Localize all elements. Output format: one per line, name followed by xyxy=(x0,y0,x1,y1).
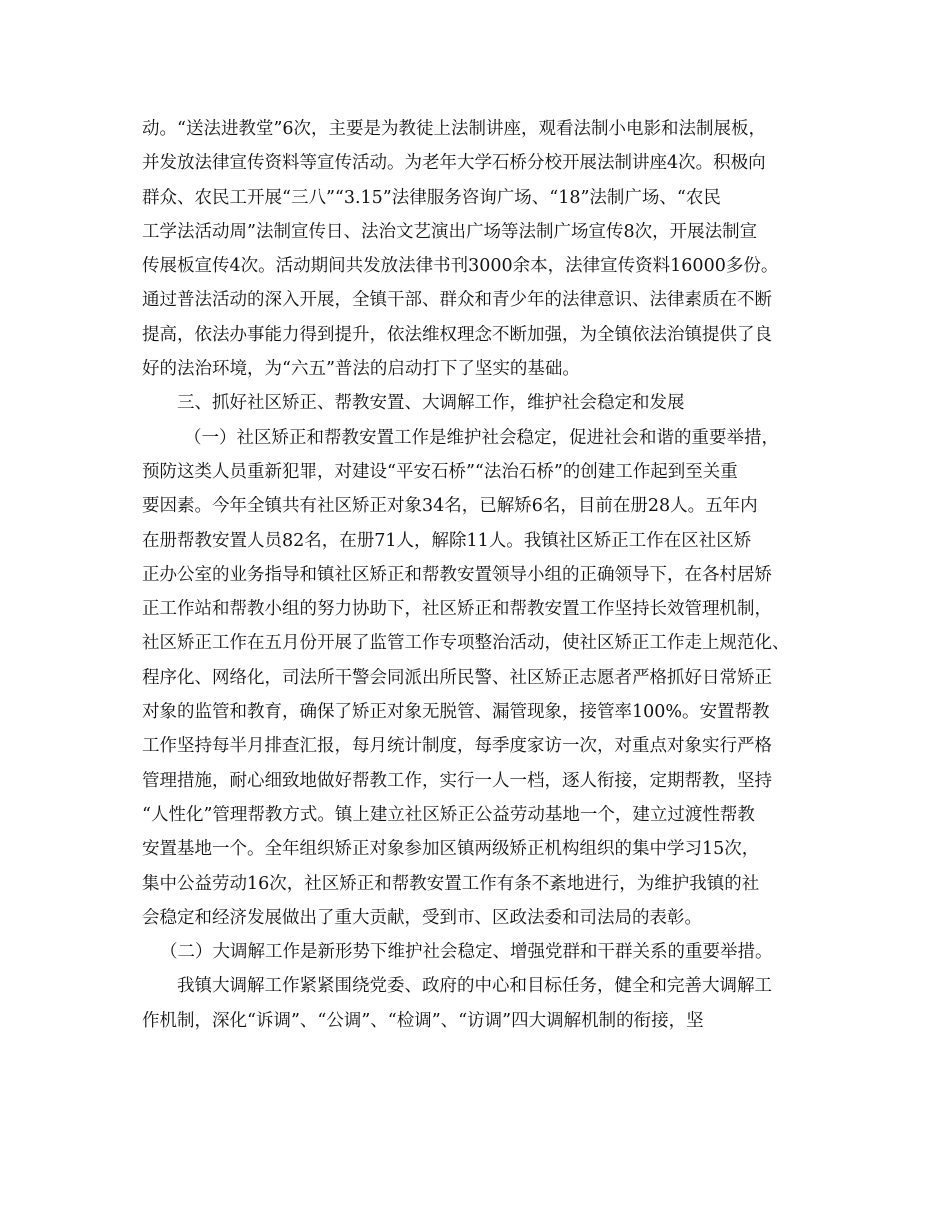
text-line: 正办公室的业务指导和镇社区矫正和帮教安置领导小组的正确领导下，在各村居矫 xyxy=(142,564,772,585)
text-line: 通过普法活动的深入开展，全镇干部、群众和青少年的法律意识、法律素质在不断 xyxy=(142,290,772,311)
text-line: 工作坚持每半月排查汇报，每月统计制度，每季度家访一次，对重点对象实行严格 xyxy=(142,736,772,757)
text-line: 集中公益劳动16次，社区矫正和帮教安置工作有条不紊地进行，为维护我镇的社 xyxy=(142,873,760,894)
subsection-heading: （二）大调解工作是新形势下维护社会稳定、增强党群和干群关系的重要举措。 xyxy=(160,942,773,963)
text-line: 好的法治环境，为“六五”普法的启动打下了坚实的基础。 xyxy=(142,359,580,380)
text-line: 传展板宣传4次。活动期间共发放法律书刊3000余本，法律宣传资料16000多份。 xyxy=(142,256,779,277)
text-line: “人性化”管理帮教方式。镇上建立社区矫正公益劳动基地一个，建立过渡性帮教 xyxy=(142,804,755,825)
document-body xyxy=(142,112,810,1038)
text-line: 正工作站和帮教小组的努力协助下，社区矫正和帮教安置工作坚持长效管理机制， xyxy=(142,599,772,620)
text-line: 程序化、网络化，司法所干警会同派出所民警、社区矫正志愿者严格抓好日常矫正 xyxy=(142,667,772,688)
text-line: 我镇大调解工作紧紧围绕党委、政府的中心和目标任务，健全和完善大调解工 xyxy=(177,976,772,997)
subsection-heading: （一）社区矫正和帮教安置工作是维护社会稳定，促进社会和谐的重要举措， xyxy=(184,427,779,448)
text-line: 群众、农民工开展“三八”“3.15”法律服务咨询广场、“18”法制广场、“农民 xyxy=(142,187,721,208)
text-line: 作机制，深化“诉调”、“公调”、“检调”、“访调”四大调解机制的衔接，坚 xyxy=(142,1010,704,1031)
text-line: 在册帮教安置人员82名，在册71人，解除11人。我镇社区矫正工作在区社区矫 xyxy=(142,530,752,551)
text-line: 提高，依法办事能力得到提升，依法维权理念不断加强，为全镇依法治镇提供了良 xyxy=(142,324,772,345)
text-line: 会稳定和经济发展做出了重大贡献，受到市、区政法委和司法局的表彰。 xyxy=(142,907,702,928)
text-line: 工学法活动周”法制宣传日、法治文艺演出广场等法制广场宣传8次，开展法制宣 xyxy=(142,221,758,242)
text-line: 安置基地一个。全年组织矫正对象参加区镇两级矫正机构组织的集中学习15次， xyxy=(142,839,760,860)
text-line: 预防这类人员重新犯罪，对建设“平安石桥”“法治石桥”的创建工作起到至关重 xyxy=(142,461,738,482)
text-line: 动。“送法进教堂”6次，主要是为教徒上法制讲座，观看法制小电影和法制展板， xyxy=(142,119,767,139)
text-line: 要因素。今年全镇共有社区矫正对象34名，已解矫6名，目前在册28人。五年内 xyxy=(142,496,758,517)
section-heading: 三、抓好社区矫正、帮教安置、大调解工作，维护社会稳定和发展 xyxy=(177,393,685,414)
text-line: 并发放法律宣传资料等宣传活动。为老年大学石桥分校开展法制讲座4次。积极向 xyxy=(142,153,766,174)
text-line: 社区矫正工作在五月份开展了监管工作专项整治活动，使社区矫正工作走上规范化、 xyxy=(142,633,790,654)
text-line: 管理措施，耐心细致地做好帮教工作，实行一人一档，逐人衔接，定期帮教，坚持 xyxy=(142,770,772,791)
text-line: 对象的监管和教育，确保了矫正对象无脱管、漏管现象，接管率100%。安置帮教 xyxy=(142,702,770,723)
